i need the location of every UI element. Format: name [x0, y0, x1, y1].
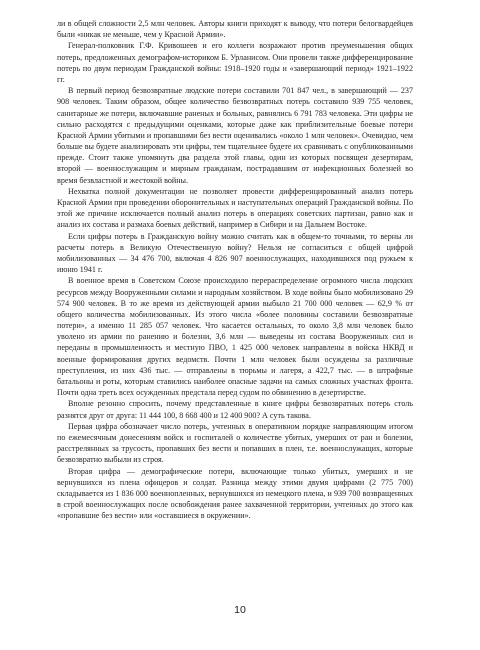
paragraph: Нехватка полной документации не позволяет провести дифференцированный анализ потерь Красной Армии при проведении оборонительных и наступательных операций Гражданской войны. По этой же причине исключается полный анализ потерь в операциях советских партизан, равно как и анализ их состава и размаха боевых действий, например в Сибири и на Дальнем Востоке. [57, 186, 413, 230]
paragraph: Если цифры потерь в Гражданскую войну можно считать как в общем-то точными, то верны ли расчеты потерь в Великую Отечественную войну? Нельзя не согласиться с общей цифрой мобилизованных — 34 476 700, включая 4 826 907 военнослужащих, находившихся под ружьем к июню 1941 г. [57, 231, 413, 275]
paragraph: Генерал-полковник Г.Ф. Кривошеев и его коллеги возражают против преуменьшения общих потерь, предложенных демографом-историком Б. Урланисом. Они провели также дифференцирование потерь по двум периодам Гражданской войны: 1918–1920 годы и «завершающий период» 1921–1922 гг. [57, 41, 413, 84]
paragraph: Вторая цифра — демографические потери, включающие только убитых, умерших и не вернувшихся из плена офицеров и солдат. Разница между этими двумя цифрами (2 775 700) складывается из 1 836 000 военнопленных, вернувшихся из немецкого плена, и 939 700 возвращенных в строй военнослужащих после освобождения ранее захваченной территории, учтенных до этого как «пропавшие без вести» или «оставшиеся в окружении». [57, 466, 413, 521]
body-text [57, 18, 413, 521]
paragraph: Первая цифра обозначает число потерь, учтенных в оперативном порядке направляющим итогом по ежемесячным донесениям войск и госпиталей о количестве убитых, умерших от ран и болезни, расстрелянных за трусость, пропавших без вести и попавших в плен, т.е. военнослужащих, которые безвозвратно выбыли из строя. [57, 421, 413, 465]
paragraph: В военное время в Советском Союзе происходило перераспределение огромного числа людских ресурсов между Вооруженными силами и народным хозяйством. В ходе войны было мобилизовано 29 574 900 человек. В то же время из действующей армии выбыло 21 700 000 человек — 62,9 % от общего количества мобилизованных. Из этого числа «более половины составили безвозвратные потери», а именно 11 285 057 человек. Что касается остальных, то около 3,8 млн человек было уволено из армии по ранению и болезни, 3,6 млн — выведены из состава Вооруженных сил и переданы в промышленность и местную ПВО, 1 425 000 человек направлены в войска НКВД и военные формирования других ведомств. Почти 1 млн человек были осуждены за различные преступления, из них 436 тыс. — отправлены в тюрьмы и лагеря, а 422,7 тыс. — в штрафные батальоны и роты, которым ставились наиболее опасные задачи на самых сложных участках фронта. Почти одна треть всех осужденных предстала перед судом по обвинению в дезертирстве. [57, 276, 413, 398]
paragraph: В первый период безвозвратные людские потери составили 701 847 чел., в завершающий — 237 908 человек. Таким образом, общее количество безвозвратных потерь составило 939 755 человек, санитарные же потери, включавшие раненых и больных, равнялись 6 791 783 человека. Эти цифры не сильно расходятся с предыдущими оценками, которые даже как приблизительные боевые потери Красной Армии убитыми и пропавшими без вести оценивались «около 1 млн человек». Очевидно, чем больше вы будете анализировать эти цифры, тем тщательнее будете их сравнивать с опубликованными прежде. Стоит также упомянуть два раздела этой главы, один из которых посвящен дезертирам, второй — военнослужащим и мирным гражданам, пострадавшим от инфекционных болезней во время безвластной и жестокой войны. [57, 86, 413, 185]
paragraph: Вполне резонно спросить, почему представленные в книге цифры безвозвратных потерь столь разнятся друг от друга: 11 444 100, 8 668 400 и 12 400 900? А суть такова. [57, 399, 413, 420]
paragraph: ли в общей сложности 2,5 млн человек. Авторы книги приходят к выводу, что потери белогвардейцев были «никак не меньше, чем у Красной Армии». [57, 19, 413, 40]
page-number: 10 [234, 604, 246, 616]
